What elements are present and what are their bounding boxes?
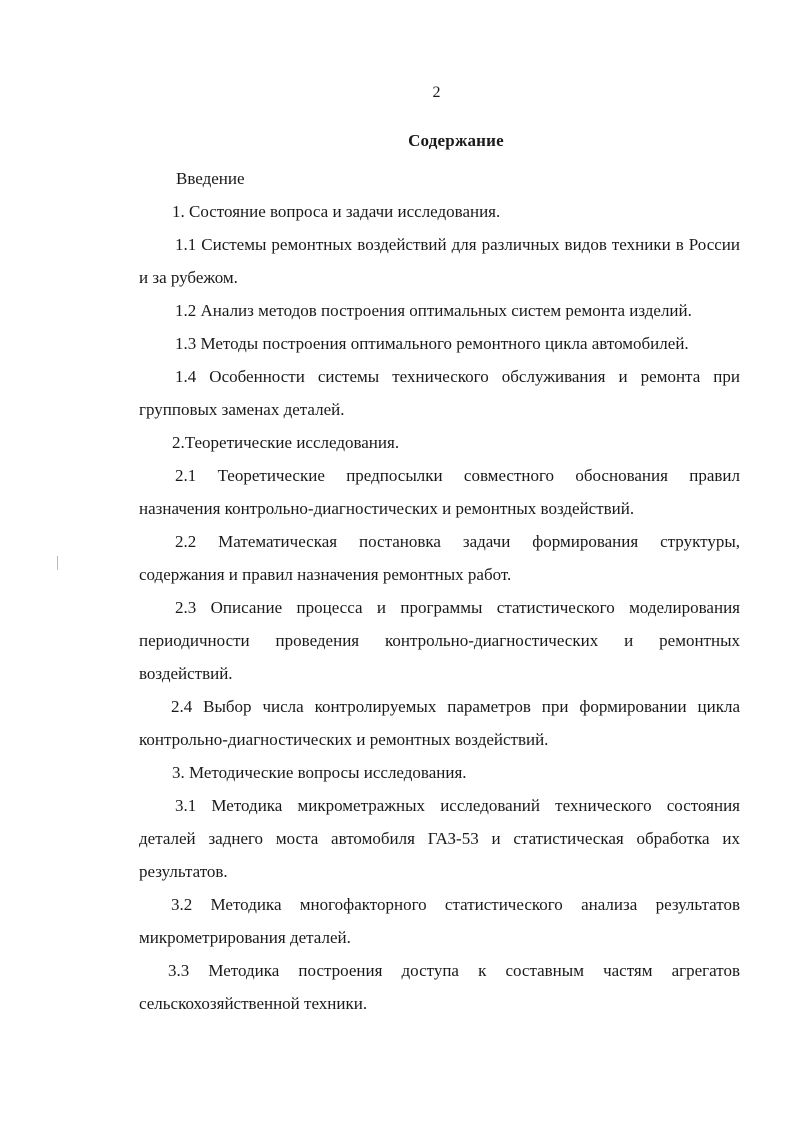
toc-entry-2-4: 2.4 Выбор числа контролируемых параметров при формировании цикла контрольно-диагностических и ремонтных воздействий. [139, 697, 740, 749]
toc-entry-1: 1. Состояние вопроса и задачи исследования. [172, 202, 501, 221]
toc-entry-1-4: 1.4 Особенности системы технического обслуживания и ремонта при групповых заменах деталей. [139, 367, 740, 419]
page-title: Содержание [408, 131, 504, 150]
toc-entry-2-1: 2.1 Теоретические предпосылки совместного обоснования правил назначения контрольно-диагностических и ремонтных воздействий. [139, 466, 740, 518]
toc-entry-2-3: 2.3 Описание процесса и программы статистического моделирования периодичности проведения контрольно-диагностических и ремонтных воздействий. [139, 598, 740, 683]
toc-entry-3-2: 3.2 Методика многофакторного статистического анализа результатов микрометрирования деталей. [139, 895, 740, 947]
toc-entry-1-1: 1.1 Системы ремонтных воздействий для различных видов техники в России и за рубежом. [139, 235, 740, 287]
scan-mark [57, 556, 58, 570]
toc-entry-3: 3. Методические вопросы исследования. [172, 763, 467, 782]
toc-entry-3-3: 3.3 Методика построения доступа к составным частям агрегатов сельскохозяйственной техники. [139, 961, 740, 1013]
toc-entry-2-2: 2.2 Математическая постановка задачи формирования структуры, содержания и правил назначения ремонтных работ. [139, 532, 740, 584]
toc-entry-introduction: Введение [176, 169, 245, 188]
toc-entry-2: 2.Теоретические исследования. [172, 433, 400, 452]
table-of-contents [139, 162, 740, 1020]
toc-entry-1-2: 1.2 Анализ методов построения оптимальных систем ремонта изделий. [175, 301, 692, 320]
toc-entry-1-3: 1.3 Методы построения оптимального ремонтного цикла автомобилей. [175, 334, 689, 353]
toc-entry-3-1: 3.1 Методика микрометражных исследований технического состояния деталей заднего моста автомобиля ГАЗ-53 и статистическая обработка их результатов. [139, 796, 740, 881]
page-number: 2 [432, 84, 441, 101]
